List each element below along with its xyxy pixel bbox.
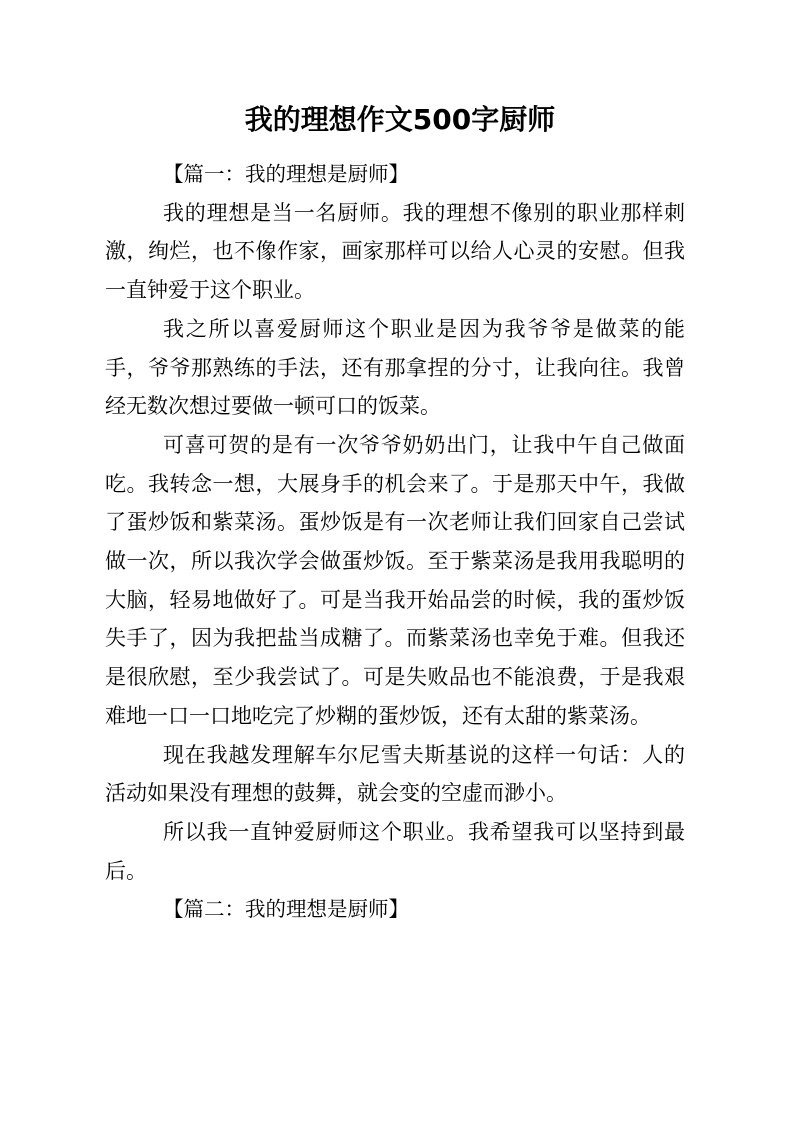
document-title: 我的理想作文500字厨师: [244, 103, 556, 136]
paragraph-4: 现在我越发理解车尔尼雪夫斯基说的这样一句话：人的活动如果没有理想的鼓舞，就会变的空虚而渺小。: [105, 742, 685, 806]
paragraph-2: 我之所以喜爱厨师这个职业是因为我爷爷是做菜的能手，爷爷那熟练的手法，还有那拿捏的分寸，让我向往。我曾经无数次想过要做一顿可口的饭菜。: [105, 316, 685, 419]
section-heading-1: 【篇一：我的理想是厨师】: [163, 162, 409, 186]
document-body: [105, 155, 685, 929]
paragraph-5: 所以我一直钟爱厨师这个职业。我希望我可以坚持到最后。: [105, 819, 685, 883]
paragraph-3: 可喜可贺的是有一次爷爷奶奶出门，让我中午自己做面吃。我转念一想，大展身手的机会来了。于是那天中午，我做了蛋炒饭和紫菜汤。蛋炒饭是有一次老师让我们回家自己尝试做一次，所以我次学会做蛋炒饭。至于紫菜汤是我用我聪明的大脑，轻易地做好了。可是当我开始品尝的时候，我的蛋炒饭失手了，因为我把盐当成糖了。而紫菜汤也幸免于难。但我还是很欣慰，至少我尝试了。可是失败品也不能浪费，于是我艰难地一口一口地吃完了炒糊的蛋炒饭，还有太甜的紫菜汤。: [105, 432, 685, 728]
paragraph-1: 我的理想是当一名厨师。我的理想不像别的职业那样刺激，绚烂，也不像作家，画家那样可以给人心灵的安慰。但我一直钟爱于这个职业。: [105, 200, 685, 303]
section-heading-2: 【篇二：我的理想是厨师】: [163, 897, 409, 922]
